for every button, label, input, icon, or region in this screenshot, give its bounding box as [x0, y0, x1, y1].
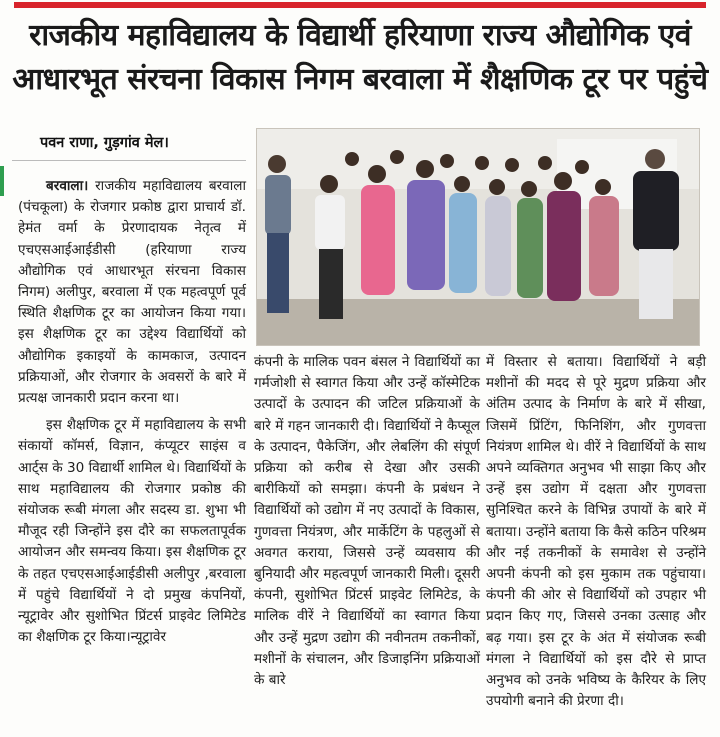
byline-divider: [12, 160, 246, 161]
top-accent-rule: [14, 2, 706, 8]
headline-line-1: राजकीय महाविद्यालय के विद्यार्थी हरियाणा राज्य औद्योगिक एवं: [29, 18, 691, 53]
headline: [10, 14, 710, 102]
dateline: बरवाला।: [46, 178, 89, 194]
article-paragraph-1: [18, 176, 246, 409]
column-side-mark: [0, 166, 4, 196]
article-column-3: [486, 352, 706, 712]
byline: पवन राणा, गुड़गांव मेल।: [40, 135, 169, 151]
paragraph-1-text: राजकीय महाविद्यालय बरवाला (पंचकूला) के रोजगार प्रकोष्ठ द्वारा प्राचार्य डॉ. हेमंत वर्मा के प्रेरणादायक नेतृत्व में एचएसआईआईडीसी (हरियाणा राज्य औद्योगिक एवं आधारभूत संरचना विकास निगम) अलीपुर, बरवाला में एक महत्वपूर्ण पूर्व स्थिति शैक्षणिक टूर का आयोजन किया गया। इस शैक्षणिक टूर का उद्देश्य विद्यार्थियों को औद्योगिक इकाइयों के कामकाज, उत्पादन प्रक्रियाओं, और रोजगार के अवसरों के बारे में प्रत्यक्ष जानकारी प्रदान करना था।: [18, 178, 246, 407]
article-paragraph-2: इस शैक्षणिक टूर में महाविद्यालय के सभी संकायों कॉमर्स, विज्ञान, कंप्यूटर साइंस व आर्ट्स के 30 विद्यार्थी शामिल थे। विद्यार्थियों के साथ महाविद्यालय की रोजगार प्रकोष्ठ की संयोजक रूबी मंगला और सदस्य डा. शुभा भी मौजूद रही जिन्होंने इस दौरे का सफलतापूर्वक आयोजन और समन्वय किया। इस शैक्षणिक टूर के तहत एचएसआईआईडीसी अलीपुर ,बरवाला में पहुंचे विद्यार्थियों ने दो प्रमुख कंपनियों, न्यूट्रावेर और सुशोभित प्रिंटर्स प्राइवेट लिमिटेड का शैक्षणिक टूर किया।न्यूट्रावेर: [18, 417, 246, 646]
group-photo-illustration: [257, 129, 699, 345]
article-paragraph-4: में विस्तार से बताया। विद्यार्थियों ने बड़ी मशीनों की मदद से पूरे मुद्रण प्रक्रिया और अंतिम उत्पाद के निर्माण के बारे में सीखा, जिसमें प्रिंटिंग, फिनिशिंग, और गुणवत्ता नियंत्रण शामिल थे। वीरें ने विद्यार्थियों के साथ अपने व्यक्तिगत अनुभव भी साझा किए और उन्हें इस उद्योग में दक्षता और गुणवत्ता सुनिश्चित करने के विभिन्न उपायों के बारे में बताया। उन्होंने बताया कि कैसे कठिन परिश्रम और नई तकनीकों के समावेश से उन्होंने अपनी कंपनी को इस मुकाम तक पहुंचाया। कंपनी की ओर से विद्यार्थियों को उपहार भी प्रदान किए गए, जिससे उनका उत्साह और बढ़ गया। इस टूर के अंत में संयोजक रूबी मंगला ने विद्यार्थियों को इस दौरे से प्राप्त अनुभव को उनके भविष्य के कैरियर के लिए उपयोगी बनाने की प्रेरणा दी।: [486, 354, 706, 710]
article-column-1: [18, 176, 246, 648]
article-column-2: [254, 352, 480, 691]
headline-line-2: आधारभूत संरचना विकास निगम बरवाला में शैक्षणिक टूर पर पहुंचे: [12, 62, 708, 97]
group-photo: [256, 128, 700, 346]
article-paragraph-3: कंपनी के मालिक पवन बंसल ने विद्यार्थियों का गर्मजोशी से स्वागत किया और उन्हें कॉस्मेटिक उत्पादों के उत्पादन की जटिल प्रक्रियाओं के बारे में गहन जानकारी दी। विद्यार्थियों ने कैप्सूल के उत्पादन, पैकेजिंग, और लेबलिंग की संपूर्ण प्रक्रिया को करीब से देखा और उसकी बारीकियों को समझा। कंपनी के प्रबंधन ने विद्यार्थियों को उद्योग में नए उत्पादों के विकास, गुणवत्ता नियंत्रण, और मार्केटिंग के पहलुओं से अवगत कराया, जिससे उन्हें व्यवसाय की बुनियादी और महत्वपूर्ण जानकारी मिली। दूसरी कंपनी, सुशोभित प्रिंटर्स प्राइवेट लिमिटेड, के मालिक वीरें ने विद्यार्थियों का स्वागत किया और उन्हें मुद्रण उद्योग की नवीनतम तकनीकों, मशीनों के संचालन, और डिजाइनिंग प्रक्रियाओं के बारे: [254, 354, 480, 689]
